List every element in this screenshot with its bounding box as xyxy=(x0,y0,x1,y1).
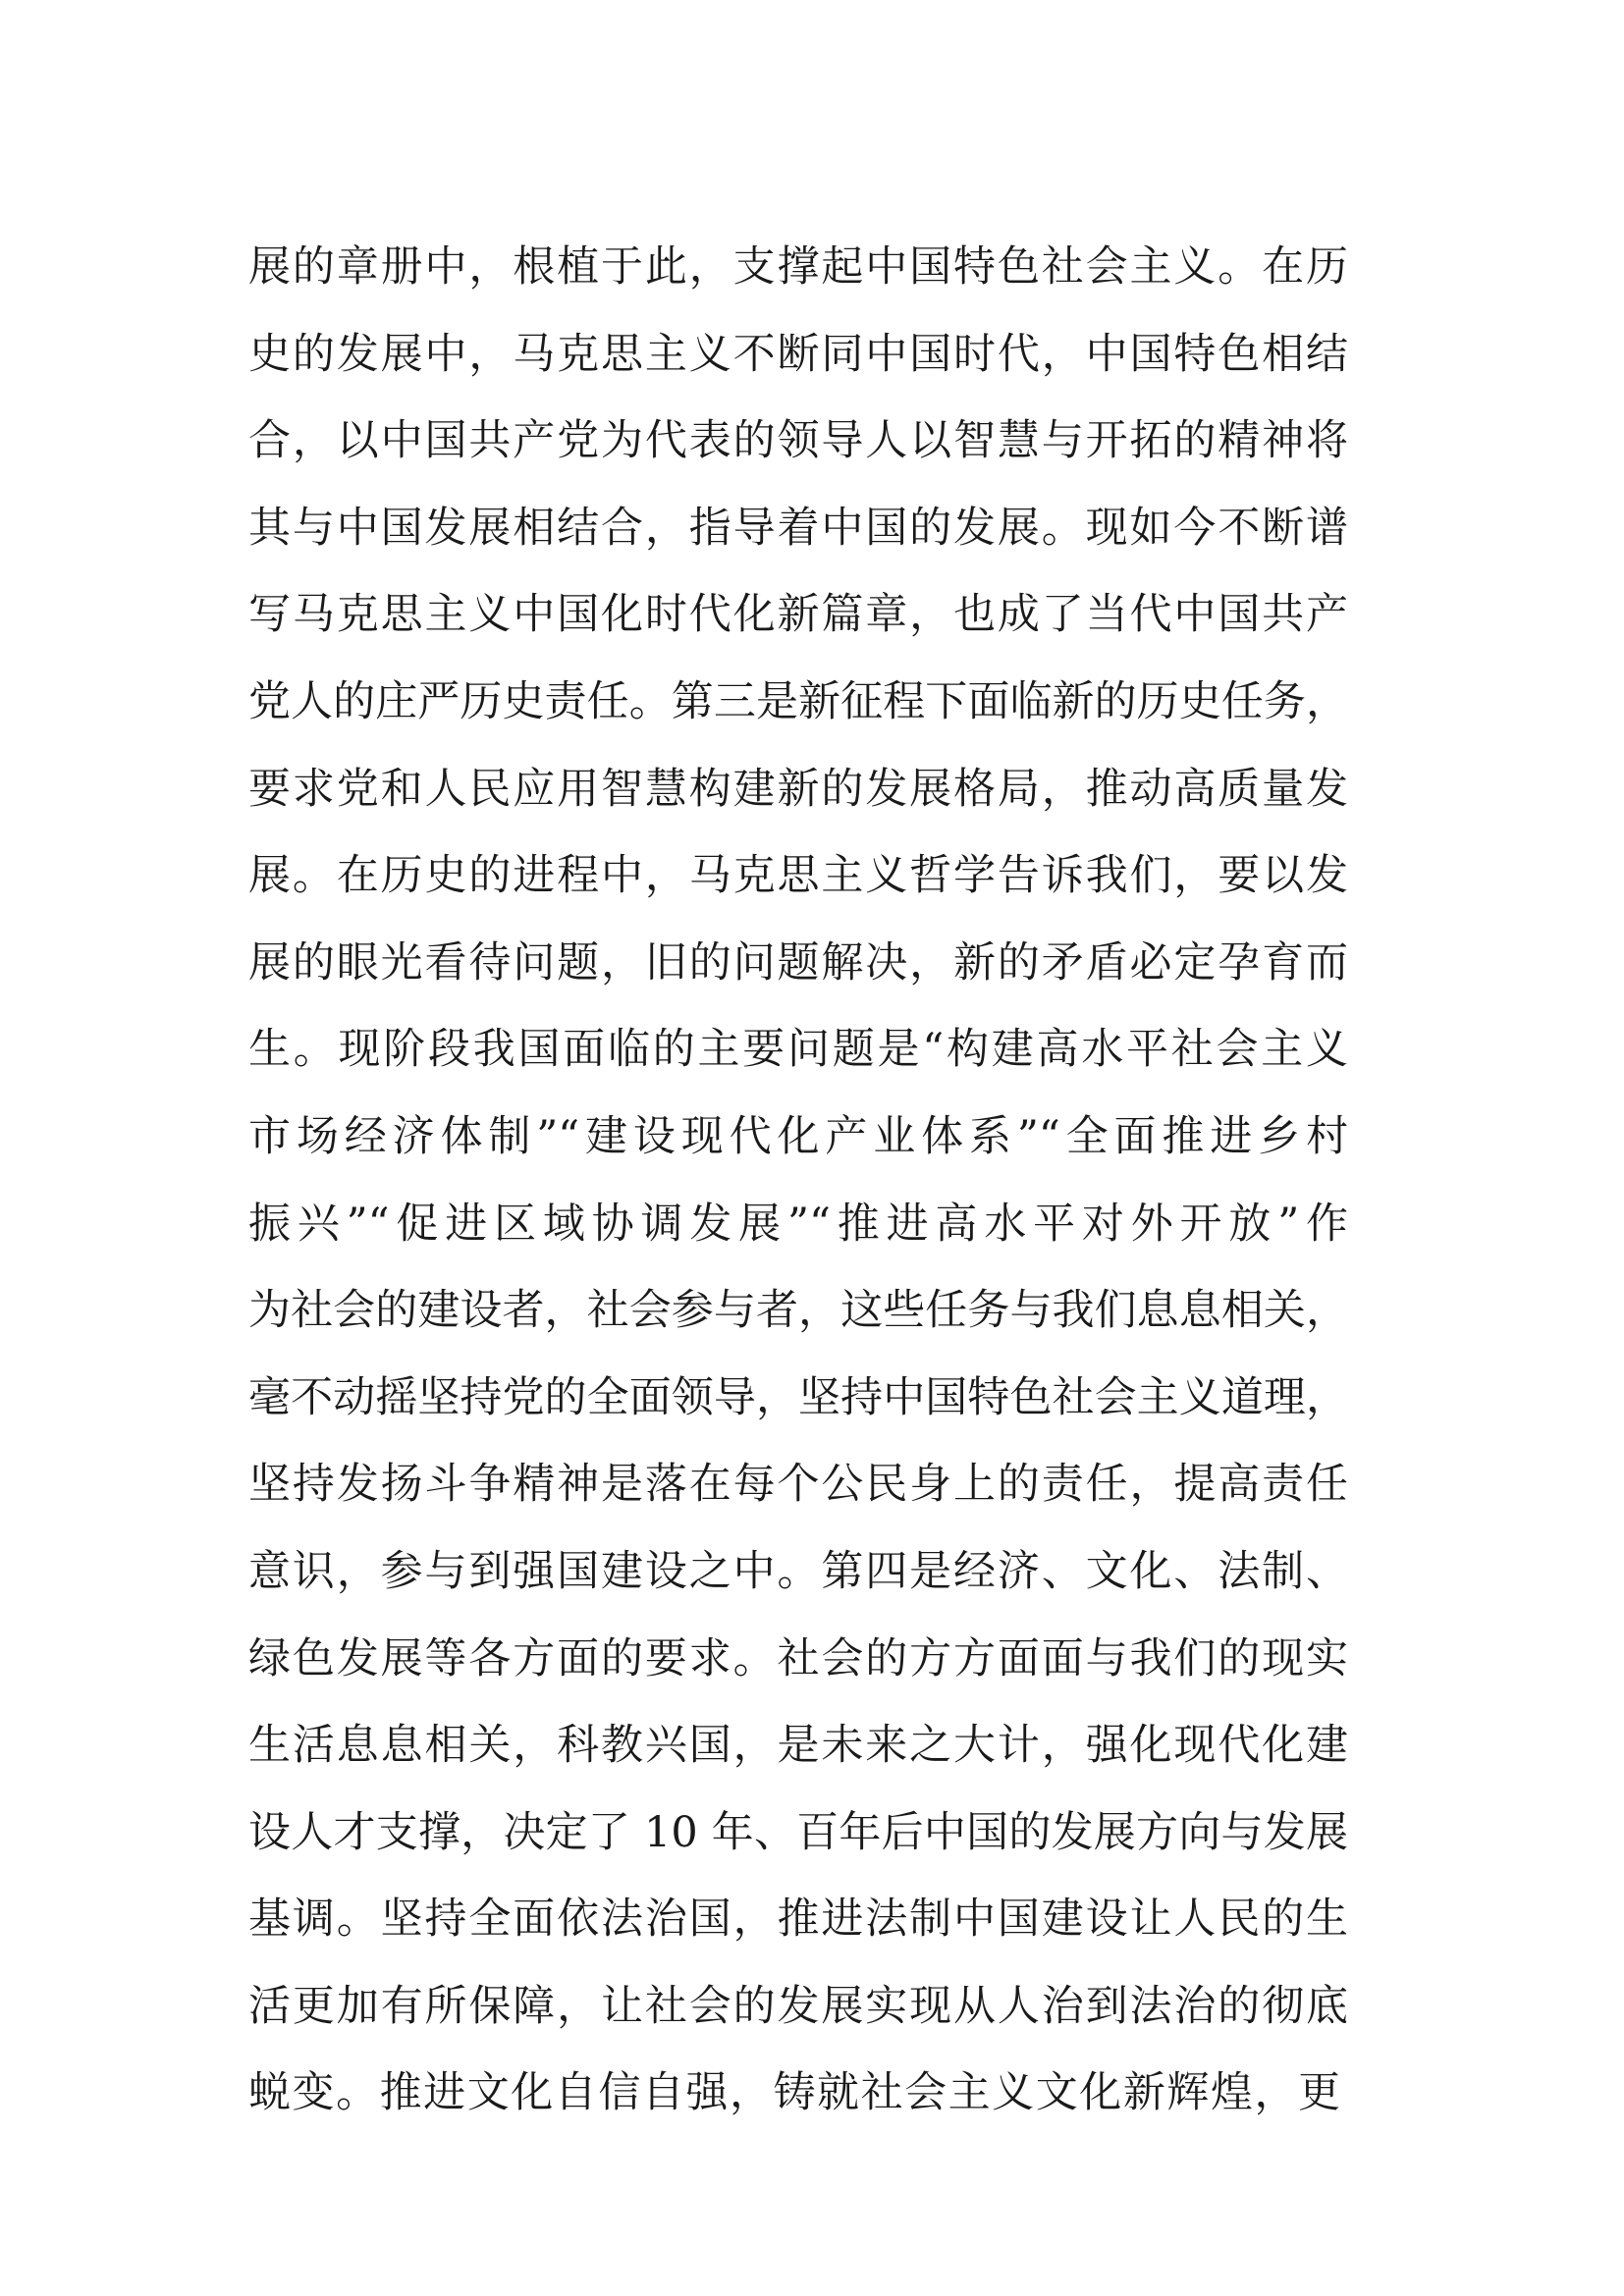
text-line-12: 振兴”“促进区域协调发展”“推进高水平对外开放”作 xyxy=(248,1199,1348,1249)
text-line-5: 写马克思主义中国化时代化新篇章，也成了当代中国共产 xyxy=(248,590,1348,640)
text-line-22: 蜕变。推进文化自信自强，铸就社会主义文化新辉煌，更 xyxy=(248,2068,1340,2118)
text-line-10: 生。现阶段我国面临的主要问题是“构建高水平社会主义 xyxy=(248,1025,1348,1075)
body-text xyxy=(248,224,1387,2137)
text-line-2: 史的发展中，马克思主义不断同中国时代，中国特色相结 xyxy=(248,329,1348,379)
text-line-11: 市场经济体制”“建设现代化产业体系”“全面推进乡村 xyxy=(248,1111,1348,1161)
text-line-15: 坚持发扬斗争精神是落在每个公民身上的责任，提高责任 xyxy=(248,1460,1348,1510)
text-line-8: 展。在历史的进程中，马克思主义哲学告诉我们，要以发 xyxy=(248,851,1348,901)
text-line-19: 设人才支撑，决定了 10 年、百年后中国的发展方向与发展 xyxy=(248,1807,1348,1857)
text-line-13: 为社会的建设者，社会参与者，这些任务与我们息息相关， xyxy=(248,1286,1348,1336)
text-line-3: 合，以中国共产党为代表的领导人以智慧与开拓的精神将 xyxy=(248,416,1348,466)
text-line-1: 展的章册中，根植于此，支撑起中国特色社会主义。在历 xyxy=(248,242,1348,292)
text-line-4: 其与中国发展相结合，指导着中国的发展。现如今不断谱 xyxy=(248,503,1348,553)
text-line-21: 活更加有所保障，让社会的发展实现从人治到法治的彻底 xyxy=(248,1981,1348,2031)
text-line-17: 绿色发展等各方面的要求。社会的方方面面与我们的现实 xyxy=(248,1633,1348,1683)
text-line-16: 意识，参与到强国建设之中。第四是经济、文化、法制、 xyxy=(248,1546,1348,1596)
text-line-14: 毫不动摇坚持党的全面领导，坚持中国特色社会主义道理， xyxy=(248,1372,1348,1422)
text-line-20: 基调。坚持全面依法治国，推进法制中国建设让人民的生 xyxy=(248,1895,1348,1945)
text-line-18: 生活息息相关，科教兴国，是未来之大计，强化现代化建 xyxy=(248,1721,1348,1771)
text-line-7: 要求党和人民应用智慧构建新的发展格局，推动高质量发 xyxy=(248,764,1348,814)
text-line-6: 党人的庄严历史责任。第三是新征程下面临新的历史任务， xyxy=(248,676,1348,726)
text-line-9: 展的眼光看待问题，旧的问题解决，新的矛盾必定孕育而 xyxy=(248,937,1348,988)
